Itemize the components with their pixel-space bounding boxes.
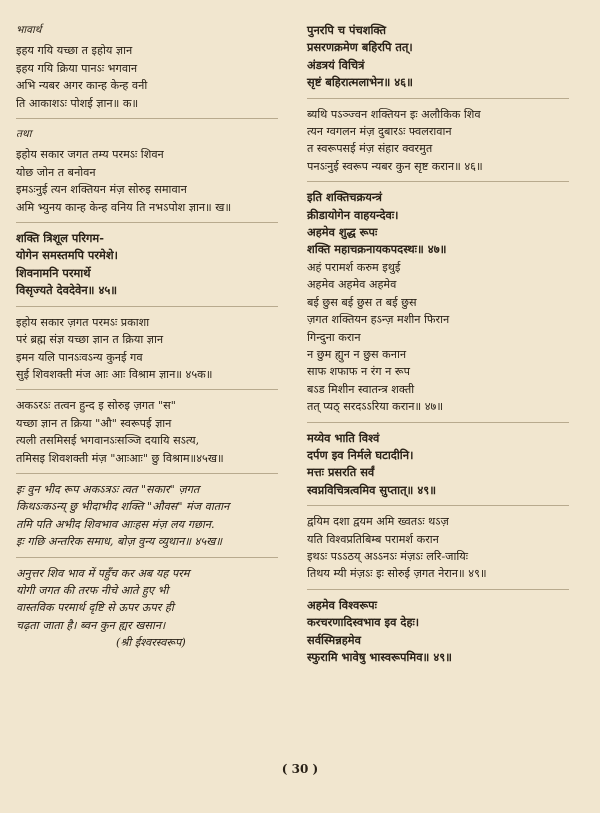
left-block-1 xyxy=(16,22,297,112)
verse-line: मत्तः प्रसरति सर्वं xyxy=(307,465,375,480)
attribution: (श्री ईश्वरस्वरूप) xyxy=(116,636,186,650)
verse-line: इहय गयि यच्छा त इहोय ज्ञान xyxy=(16,44,133,58)
verse-line: त्यली तसमिसई भगवानऽःसञ्जि दयायि सऽत्य, xyxy=(16,434,200,448)
verse-line: योछ जोन त बनोवन xyxy=(16,165,96,179)
verse-line: अकऽरऽः तत्वन हुन्द इ सोरुइ ज़गत "स" xyxy=(16,399,176,413)
verse-line: दर्पण इव निर्मले घटादीनि। xyxy=(307,447,414,462)
verse-line: स्वप्नविचित्रत्वमिव सुप्तात्॥ ४९॥ xyxy=(307,482,437,497)
left-block-5 xyxy=(16,397,297,467)
divider xyxy=(307,181,569,182)
verse-line: पनऽःनुई स्वरूप न्यबर कुन सृष्ट करान॥ ४६॥ xyxy=(307,159,483,173)
divider xyxy=(307,422,569,423)
verse-line: अभि न्यबर अगर कान्ह केन्ह वनी xyxy=(16,79,148,93)
verse-line: किथऽःकऽन्य् छु भीदाभीद शक्ति "औवस" मंज वातान xyxy=(16,500,230,514)
page-number: ( 30 ) xyxy=(281,762,319,776)
verse-line: शक्ति महाचक्रनायकपदस्थः॥ ४७॥ xyxy=(307,242,447,257)
verse-line: साफ शफाफ न रंग न रूप xyxy=(307,365,410,379)
verse-line: त स्वरूपसई मंज़ संहार क्वरमुत xyxy=(307,142,433,156)
verse-line: बई छुस बई छुस त बई छुस xyxy=(307,295,417,309)
verse-line: बऽड मिशीन स्वातन्त्र शक्ती xyxy=(307,382,415,396)
left-column xyxy=(16,22,297,672)
verse-line: ब्यथि पऽञ्ज्वन शक्तियन इः अलौकिक शिव xyxy=(307,107,481,121)
verse-line: अहमेव शुद्ध रूपः xyxy=(307,225,378,240)
verse-line: त्यन ग्वगलन मंज़ दुबारऽः फ्वलरावान xyxy=(307,125,452,139)
verse-line: तमिसइ शिवशक्ती मंज़ "आःआः" छु विश्राम॥४५ख॥ xyxy=(16,451,224,465)
verse-line: यच्छा ज्ञान त क्रिया "औ" स्वरूपई ज्ञान xyxy=(16,416,172,430)
verse-line: योगेन समस्तमपि परमेशे। xyxy=(16,248,118,263)
verse-line: अंडत्रयं विचित्रं xyxy=(307,57,365,72)
verse-line: शक्ति त्रिशूल परिगम- xyxy=(16,231,104,246)
verse-line: अहमेव विश्वरूपः xyxy=(307,597,377,612)
verse-line: सृष्टं बहिरात्मलाभेन॥ ४६॥ xyxy=(307,75,413,90)
divider xyxy=(16,306,278,307)
verse-line: करचरणादिस्वभाव इव देहः। xyxy=(307,615,420,630)
right-block-2 xyxy=(307,106,586,176)
verse-line: इति शक्तिचक्रयन्त्रं xyxy=(307,190,382,205)
verse-line: स्फुरामि भावेषु भास्वरूपमिव॥ ४९॥ xyxy=(307,650,452,664)
verse-line: तमि पति अभीद शिवभाव आःहस मंज़ लय गछान. xyxy=(16,517,215,531)
verse-line: तत् प्यठ् सरदऽऽरिया करान॥ ४७॥ xyxy=(307,400,444,414)
verse-line: गिन्दुना करान xyxy=(307,330,361,344)
verse-line: अहं परामर्श करुम इथुई xyxy=(307,260,401,274)
verse-line: मय्येव भाति विश्वं xyxy=(307,430,380,445)
verse-line: शिवनामनि परमार्थे xyxy=(16,265,91,280)
left-block-2 xyxy=(16,126,297,216)
verse-line: तिथय म्यी मंज़ऽः इः सोरुई ज़गत नेरान॥ ४९॥ xyxy=(307,567,487,581)
verse-line: यति विश्वप्रतिबिम्ब परामर्श करान xyxy=(307,532,439,546)
verse-line: अनुत्तर शिव भाव में पहुँच कर अब यह परम xyxy=(16,566,190,580)
verse-line: न छुम ह्युन न छुस कनान xyxy=(307,347,407,361)
right-column xyxy=(307,22,586,672)
verse-line: इथऽः पऽऽठय् अऽऽनऽः मंज़ऽः लरि-जायिः xyxy=(307,549,468,563)
verse-line: विसृज्यते देवदेवेन॥ ४५॥ xyxy=(16,283,118,298)
verse-line: वास्तविक परमार्थ दृष्टि से ऊपर ऊपर ही xyxy=(16,601,174,615)
verse-line: सुई शिवशक्ती मंज आः आः विश्राम ज्ञान॥ ४५क॥ xyxy=(16,367,213,381)
verse-line: इहोय सकार ज़गत परमऽः प्रकाशा xyxy=(16,315,150,329)
verse-line: इहय गयि क्रिया पानऽः भगवान xyxy=(16,61,138,75)
divider xyxy=(16,222,278,223)
sanskrit-verse-49 xyxy=(307,597,586,667)
verse-line: ति आकाशऽः पोशई ज्ञान॥ क॥ xyxy=(16,96,139,110)
divider xyxy=(16,389,278,390)
verse-line: अहमेव अहमेव अहमेव xyxy=(307,278,397,292)
verse-line: इमन यलि पानऽःवऽन्य कुनई गव xyxy=(16,350,143,364)
section-heading-bhavarth: भावार्थ xyxy=(16,24,42,36)
sanskrit-verse-46 xyxy=(307,22,586,92)
right-block-3 xyxy=(307,189,586,415)
verse-line: इहोय सकार जगत तम्य परमऽः शिवन xyxy=(16,148,164,162)
divider xyxy=(16,473,278,474)
verse-line: परं ब्रह्म संज्ञ यच्छा ज्ञान त क्रिया ज्ञान xyxy=(16,333,164,347)
divider xyxy=(16,557,278,558)
left-block-4 xyxy=(16,314,297,384)
divider xyxy=(16,118,278,119)
columns xyxy=(16,22,586,672)
divider xyxy=(307,589,569,590)
divider xyxy=(307,505,569,506)
verse-line: इः वुन भीद रूप अकऽत्रऽः त्वत "सकार" ज़गत xyxy=(16,482,200,496)
sanskrit-verse-48 xyxy=(307,430,586,500)
sanskrit-verse-45 xyxy=(16,230,297,300)
section-heading-tatha: तथा xyxy=(16,128,32,141)
verse-line: चढ़ता जाता है। ब्वन कुन ह्यर खसान। xyxy=(16,618,166,632)
verse-line: क्रीडायोगेन वाहयन्देवः। xyxy=(307,207,399,222)
verse-line: योगी जगत की तरफ नीचे आते हुए भी xyxy=(16,583,169,597)
verse-line: द्वयिम दशा द्वयम अमि ख्वतऽः थऽज़ xyxy=(307,515,449,529)
verse-line: पुनरपि च पंचशक्ति xyxy=(307,23,387,37)
verse-line: अमि भ्युनय कान्ह केन्ह वनिय ति नभऽपोश ज्ञान॥ ख॥ xyxy=(16,200,232,214)
verse-line: सर्वस्मिन्नहमेव xyxy=(307,632,361,647)
verse-line: प्रसरणक्रमेण बहिरपि तत्। xyxy=(307,40,413,55)
verse-line: ज़गत शक्तियन हऽन्ज़ मशीन फिरान xyxy=(307,313,450,327)
verse-line: इः गछि अन्तरिक समाध, बोज़ वुन्य व्युथान॥ ४५ख॥ xyxy=(16,535,223,549)
left-block-6 xyxy=(16,481,297,551)
verse-line: इमऽःनुई त्यन शक्तियन मंज़ सोरुइ समावान xyxy=(16,183,187,197)
right-block-5 xyxy=(307,513,586,583)
left-block-7 xyxy=(16,565,297,652)
divider xyxy=(307,98,569,99)
